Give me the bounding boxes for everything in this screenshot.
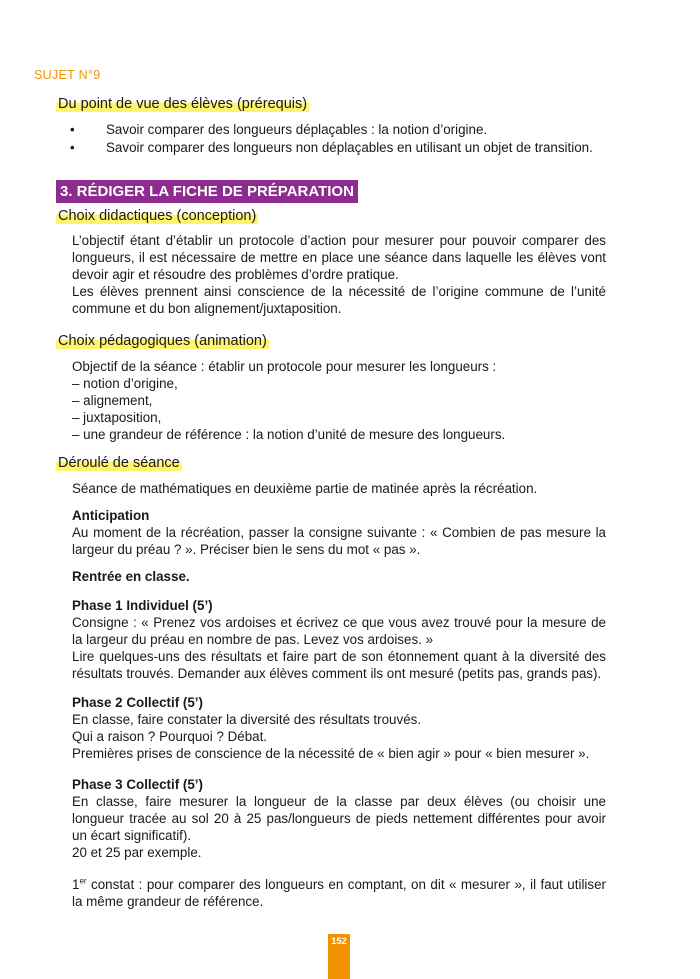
pedagogic-body <box>72 358 606 443</box>
finding-number: 1 <box>72 877 80 892</box>
phase2-label: Phase 2 Collectif (5’) <box>72 695 203 710</box>
pedagogic-line: – une grandeur de référence : la notion d’unité de mesure des longueurs. <box>72 427 506 442</box>
phase2-block <box>72 694 606 762</box>
pedagogic-heading <box>56 333 269 350</box>
didactic-heading <box>56 208 258 225</box>
phase3-line: 20 et 25 par exemple. <box>72 845 202 860</box>
section-title: 3. RÉDIGER LA FICHE DE PRÉPARATION <box>56 180 358 203</box>
didactic-paragraph-2: Les élèves prennent ainsi conscience de la nécessité de l’origine commune de l’unité commune et du bon alignement/juxtaposition. <box>72 284 606 316</box>
phase3-line: En classe, faire mesurer la longueur de la classe par deux élèves (ou choisir une longueur tracée au sol 20 à 25 pas/longueurs de pieds nettement différentes pour avoir un écart significatif). <box>72 794 606 843</box>
prereq-heading <box>56 96 309 113</box>
finding-ordinal: er <box>79 876 87 886</box>
phase3-label: Phase 3 Collectif (5’) <box>72 777 203 792</box>
subject-number: SUJET N°9 <box>34 68 101 82</box>
phase2-line: En classe, faire constater la diversité des résultats trouvés. <box>72 712 422 727</box>
didactic-body <box>72 232 606 317</box>
anticipation-block <box>72 507 606 558</box>
phase1-line: Lire quelques-uns des résultats et faire part de son étonnement quant à la diversité des résultats trouvés. Demander aux élèves comment ils ont mesuré (petits pas, grands pas). <box>72 649 606 681</box>
didactic-paragraph-1: L’objectif étant d’établir un protocole d’action pour mesurer pour pouvoir comparer des longueurs, il est nécessaire de mettre en place une séance dans laquelle les élèves vont devoir agir et résoudre des problèmes d’ordre pratique. <box>72 233 606 282</box>
phase3-block <box>72 776 606 861</box>
anticipation-label: Anticipation <box>72 508 150 523</box>
prereq-list <box>70 121 630 157</box>
return-label: Rentrée en classe. <box>72 569 190 584</box>
phase1-label: Phase 1 Individuel (5’) <box>72 598 213 613</box>
phase2-line: Qui a raison ? Pourquoi ? Débat. <box>72 729 268 744</box>
finding-text: constat : pour comparer des longueurs en comptant, on dit « mesurer », il faut utiliser la même grandeur de référence. <box>72 877 606 909</box>
pedagogic-line: – notion d’origine, <box>72 376 178 391</box>
pedagogic-line: – alignement, <box>72 393 153 408</box>
anticipation-text: Au moment de la récréation, passer la consigne suivante : « Combien de pas mesure la largeur du préau ? ». Préciser bien le sens du mot « pas ». <box>72 525 606 557</box>
page-number: 152 <box>328 934 350 979</box>
pedagogic-heading-text: Choix pédagogiques (animation) <box>58 333 267 349</box>
list-item: • Savoir comparer des longueurs déplaçables : la notion d’origine. <box>70 121 630 138</box>
phase1-block <box>72 597 606 682</box>
pedagogic-line: Objectif de la séance : établir un protocole pour mesurer les longueurs : <box>72 359 497 374</box>
pedagogic-line: – juxtaposition, <box>72 410 162 425</box>
session-heading <box>56 455 182 472</box>
prereq-heading-text: Du point de vue des élèves (prérequis) <box>58 96 308 112</box>
session-intro: Séance de mathématiques en deuxième partie de matinée après la récréation. <box>72 481 538 496</box>
phase1-line: Consigne : « Prenez vos ardoises et écrivez ce que vous avez trouvé pour la mesure de la largeur du préau en nombre de pas. Levez vos ardoises. » <box>72 615 606 647</box>
list-item: • Savoir comparer des longueurs non déplaçables en utilisant un objet de transition. <box>70 139 630 156</box>
finding-paragraph <box>72 876 606 910</box>
didactic-heading-text: Choix didactiques (conception) <box>58 208 257 224</box>
phase2-line: Premières prises de conscience de la nécessité de « bien agir » pour « bien mesurer ». <box>72 746 590 761</box>
session-heading-text: Déroulé de séance <box>58 455 180 471</box>
